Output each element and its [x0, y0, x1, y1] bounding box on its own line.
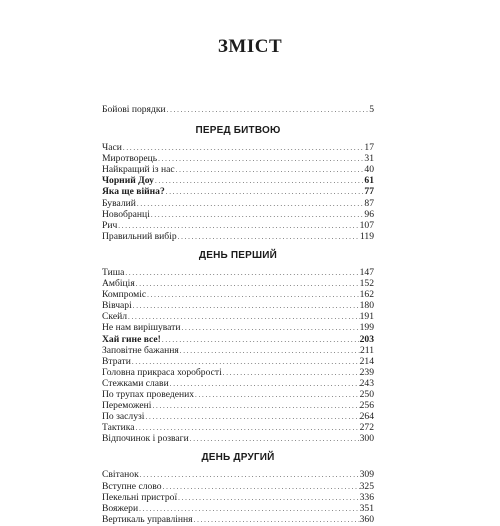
toc-entry-page: 325 [359, 480, 374, 492]
toc-entry[interactable] [102, 422, 374, 433]
toc-entry[interactable] [102, 278, 374, 289]
toc-entry-title: По трупах проведених [102, 388, 195, 400]
toc-entry-title: Чорний Доу [102, 175, 154, 187]
toc-entry[interactable] [102, 503, 374, 514]
toc-entry[interactable] [102, 356, 374, 367]
toc-entry-title: Вертикаль управління [102, 513, 193, 525]
toc-entry[interactable] [102, 514, 374, 525]
toc-entry-page: 87 [364, 197, 374, 209]
toc-entry[interactable] [102, 267, 374, 278]
toc-entry-title: Вступне слово [102, 480, 162, 492]
toc-entry-page: 203 [359, 333, 374, 345]
toc-entry-title: Відпочинок і розваги [102, 433, 189, 445]
toc-entry[interactable] [102, 186, 374, 197]
toc-entry-title: Амбіція [102, 278, 135, 290]
toc-entry-title: Вояжери [102, 502, 139, 514]
toc-entry-page: 336 [359, 491, 374, 503]
toc-entry[interactable] [102, 481, 374, 492]
section-heading: ПЕРЕД БИТВОЮ [195, 125, 281, 137]
toc-entry-page: 40 [364, 164, 374, 176]
toc-entry-title: Не нам вирішувати [102, 322, 181, 334]
toc-entry-page: 300 [359, 433, 374, 445]
toc-entry-page: 162 [359, 289, 374, 301]
toc-entry-page: 199 [359, 322, 374, 334]
toc-entry-page: 191 [359, 311, 374, 323]
toc-entry[interactable] [102, 220, 374, 231]
toc-entry-page: 180 [359, 300, 374, 312]
toc-entry[interactable] [102, 367, 374, 378]
toc-entry[interactable] [102, 378, 374, 389]
section-heading: ДЕНЬ ПЕРШИЙ [198, 249, 278, 261]
toc-entry-page: 272 [359, 422, 374, 434]
toc-entry-title: Бувалий [102, 197, 136, 209]
toc-entry-page: 77 [364, 186, 374, 198]
toc-entry[interactable] [102, 345, 374, 356]
toc-entry-title: Заповітне бажання [102, 344, 179, 356]
toc-entry-page: 239 [359, 366, 374, 378]
toc-entry[interactable] [102, 175, 374, 186]
toc-entry-page: 61 [364, 175, 374, 187]
table-of-contents [102, 104, 374, 525]
section-heading: ДЕНЬ ДРУГИЙ [201, 452, 275, 464]
toc-entry[interactable] [102, 334, 374, 345]
toc-leader-dots [193, 514, 360, 526]
toc-entry-title: Пекельні пристрої [102, 491, 178, 503]
toc-entry-title: Хай гине все! [102, 333, 161, 345]
toc-entry-page: 264 [359, 411, 374, 423]
toc-entry-title: По заслузі [102, 411, 145, 423]
toc-entry-title: Часи [102, 142, 122, 154]
toc-entry-title: Компроміс [102, 289, 147, 301]
toc-entry[interactable] [102, 300, 374, 311]
toc-entry-page: 147 [359, 266, 374, 278]
toc-entry-title: Рич [102, 219, 118, 231]
toc-entry[interactable] [102, 433, 374, 444]
toc-entry[interactable] [102, 198, 374, 209]
toc-entry-title: Новобранці [102, 208, 150, 220]
toc-entry[interactable] [102, 411, 374, 422]
toc-entry-title: Вівчарі [102, 300, 132, 312]
toc-entry[interactable] [102, 104, 374, 115]
toc-leader-dots [189, 433, 360, 445]
toc-entry-title: Скейл [102, 311, 128, 323]
toc-entry[interactable] [102, 153, 374, 164]
toc-entry-title: Головна прикраса хоробрості [102, 366, 222, 378]
toc-leader-dots [177, 231, 360, 243]
toc-entry-title: Яка ще війна? [102, 186, 165, 198]
toc-entry[interactable] [102, 492, 374, 503]
toc-entry-title: Бойові порядки [102, 104, 166, 115]
toc-entry-page: 107 [359, 219, 374, 231]
toc-entry[interactable] [102, 164, 374, 175]
toc-entry-page: 96 [364, 208, 374, 220]
toc-entry[interactable] [102, 231, 374, 242]
toc-entry-title: Тиша [102, 266, 125, 278]
toc-entry[interactable] [102, 289, 374, 300]
toc-entry[interactable] [102, 142, 374, 153]
toc-entry-page: 309 [359, 469, 374, 481]
toc-entry[interactable] [102, 311, 374, 322]
toc-entry-title: Переможені [102, 400, 152, 412]
toc-entry-page: 31 [364, 153, 374, 165]
toc-entry[interactable] [102, 469, 374, 480]
toc-entry-title: Миротворець [102, 153, 158, 165]
toc-entry-page: 351 [359, 502, 374, 514]
toc-entry[interactable] [102, 389, 374, 400]
toc-entry-page: 360 [359, 513, 374, 525]
toc-entry-page: 243 [359, 377, 374, 389]
toc-entry-title: Правильний вибір [102, 230, 177, 242]
toc-leader-dots [166, 104, 370, 116]
toc-entry-title: Тактика [102, 422, 135, 434]
page-title: ЗМІСТ [217, 36, 283, 57]
toc-entry-page: 211 [359, 344, 374, 356]
toc-entry-page: 119 [359, 230, 374, 242]
toc-entry-page: 256 [359, 400, 374, 412]
toc-entry[interactable] [102, 209, 374, 220]
toc-entry[interactable] [102, 400, 374, 411]
toc-entry-title: Світанок [102, 469, 139, 481]
toc-entry[interactable] [102, 322, 374, 333]
toc-entry-page: 214 [359, 355, 374, 367]
toc-entry-page: 152 [359, 278, 374, 290]
toc-entry-title: Втрати [102, 355, 131, 367]
toc-entry-title: Найкращий із нас [102, 164, 175, 176]
toc-entry-page: 5 [369, 104, 374, 115]
toc-entry-page: 250 [359, 388, 374, 400]
toc-entry-page: 17 [364, 142, 374, 154]
toc-entry-title: Стежками слави [102, 377, 169, 389]
